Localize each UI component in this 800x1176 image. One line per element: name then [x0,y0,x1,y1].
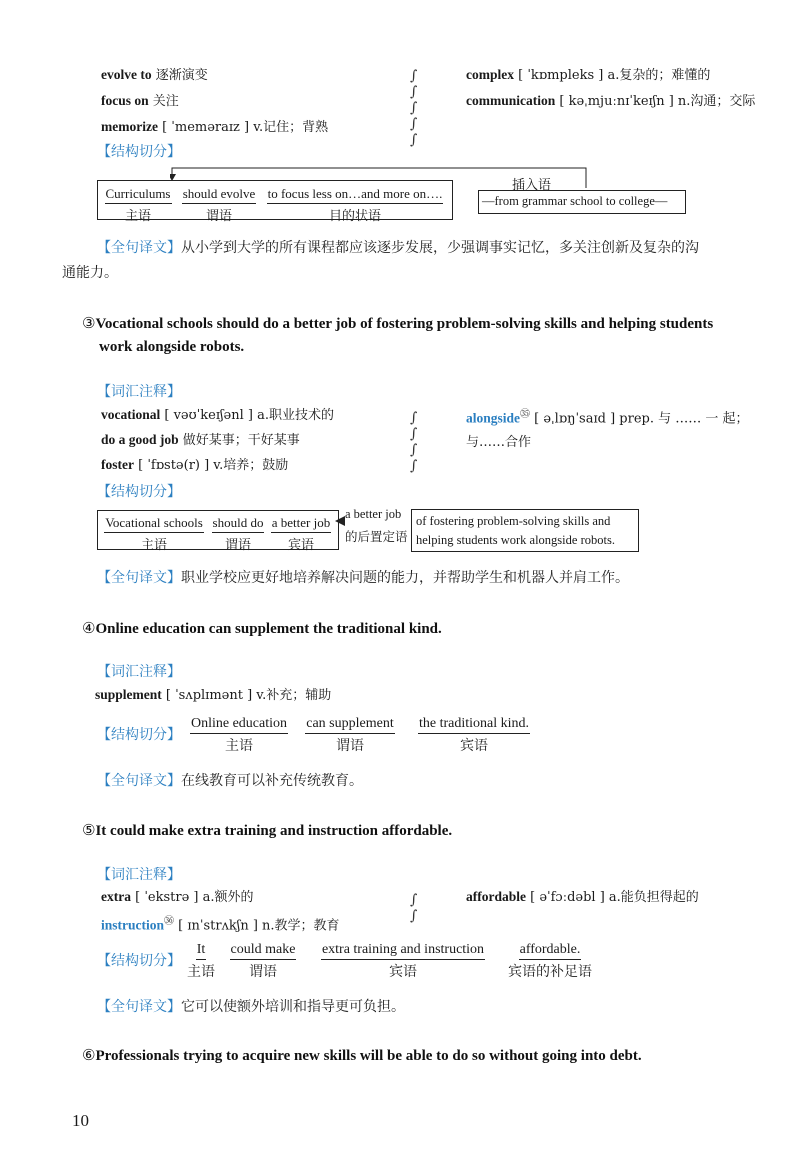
s3-sentence-cont: work alongside robots. [99,339,245,355]
s6-sentence: ⑥Professionals trying to acquire new skills will be able to do so without going into debt. [82,1046,642,1064]
s3-part-predicate: should do 谓语 [212,515,264,553]
squiggle-divider: ∫ ∫ [410,892,418,924]
s3-translation: 【全句译文】职业学校应更好地培养解决问题的能力，并帮助学生和机器人并肩工作。 [97,570,629,586]
vocab-entry: alongside$^㉟$ [ əˌlɒŋˈsaɪd ] prep. 与 …… 一 起； [466,409,749,427]
vocab-entry: do a good job 做好某事；干好某事 [101,432,300,448]
s4-part-predicate: can supplement 谓语 [306,716,394,754]
s3-vocab-left [101,404,334,477]
vocab-entry: memorize [ ˈmeməraɪz ] v.记住；背熟 [101,119,329,135]
s3-modifier-bottom: 的后置定语 [345,529,408,544]
s4-part-subject: Online education 主语 [190,716,288,754]
s3-sentence: ③Vocational schools should do a better job of fostering problem-solving skills and helping students [82,314,714,332]
vocab-entry: communication [ kəˌmjuːnɪˈkeɪʃn ] n.沟通；交际 [466,93,756,109]
s3-vocab-right [466,404,749,454]
s2-part-predicate: should evolve 谓语 [182,186,256,224]
s3-part-subject: Vocational schools 主语 [105,515,203,553]
s5-part-predicate: could make 谓语 [230,942,296,980]
s3-modifier-top: a better job [345,507,402,521]
s2-part-subject: Curriculums 主语 [105,186,171,224]
page-number: 10 [72,1111,89,1130]
s5-part-object: extra training and instruction 宾语 [321,942,485,980]
s4-sentence: ④Online education can supplement the traditional kind. [82,619,442,637]
s4-vocab: supplement [ ˈsʌplɪmənt ] v.补充；辅助 [95,687,332,703]
s5-part-subject: It 主语 [187,942,215,980]
structure-label: 【结构切分】 [97,953,181,969]
vocab-entry: complex [ ˈkɒmpleks ] a.复杂的；难懂的 [466,67,711,83]
squiggle-divider: ∫ ∫ ∫ ∫ [410,410,418,474]
s2-insert-text: —from grammar school to college— [482,194,668,208]
structure-label: 【结构切分】 [97,484,181,500]
structure-label: 【结构切分】 [97,144,181,160]
top-vocab-right [466,64,755,113]
s2-part-adverbial: to focus less on…and more on…. 目的状语 [267,186,443,224]
structure-label: 【结构切分】 [97,727,181,743]
vocab-entry: foster [ ˈfɒstə(r) ] v.培养；鼓励 [101,457,289,473]
vocab-entry: vocational [ vəʊˈkeɪʃənl ] a.职业技术的 [101,407,334,423]
squiggle-divider: ∫ ∫ ∫ ∫ ∫ [410,68,418,148]
s2-insert-label: 插入语 [512,178,552,193]
s4-translation: 【全句译文】在线教育可以补充传统教育。 [97,773,363,789]
s5-sentence: ⑤It could make extra training and instruction affordable. [82,821,453,839]
s5-vocab-left [101,886,340,937]
s4-part-object: the traditional kind. 宾语 [418,716,530,754]
vocab-entry: extra [ ˈekstrə ] a.额外的 [101,889,254,905]
vocab-label: 【词汇注释】 [97,384,181,400]
s3-part-object: a better job 宾语 [271,515,331,553]
s2-translation-cont: 通能力。 [62,265,118,281]
vocab-label: 【词汇注释】 [97,867,181,883]
vocab-entry: evolve to 逐渐演变 [101,67,208,83]
s5-part-complement: affordable. 宾语的补足语 [508,942,592,980]
s2-translation: 【全句译文】从小学到大学的所有课程都应该逐步发展，少强调事实记忆，多关注创新及复杂的沟 [97,240,699,256]
vocab-entry: instruction$^㊱$ [ ɪnˈstrʌkʃn ] n.教学；教育 [101,916,340,934]
vocab-entry: focus on 关注 [101,93,179,109]
top-vocab-left [101,64,328,139]
s3-modifier-text: of fostering problem-solving skills and helping students work alongside robots. [416,514,615,547]
vocab-entry-cont: 与……合作 [466,435,532,451]
s5-vocab-right: affordable [ əˈfɔːdəbl ] a.能负担得起的 [466,889,699,905]
s5-translation: 【全句译文】它可以使额外培训和指导更可负担。 [97,999,405,1015]
vocab-label: 【词汇注释】 [97,664,181,680]
